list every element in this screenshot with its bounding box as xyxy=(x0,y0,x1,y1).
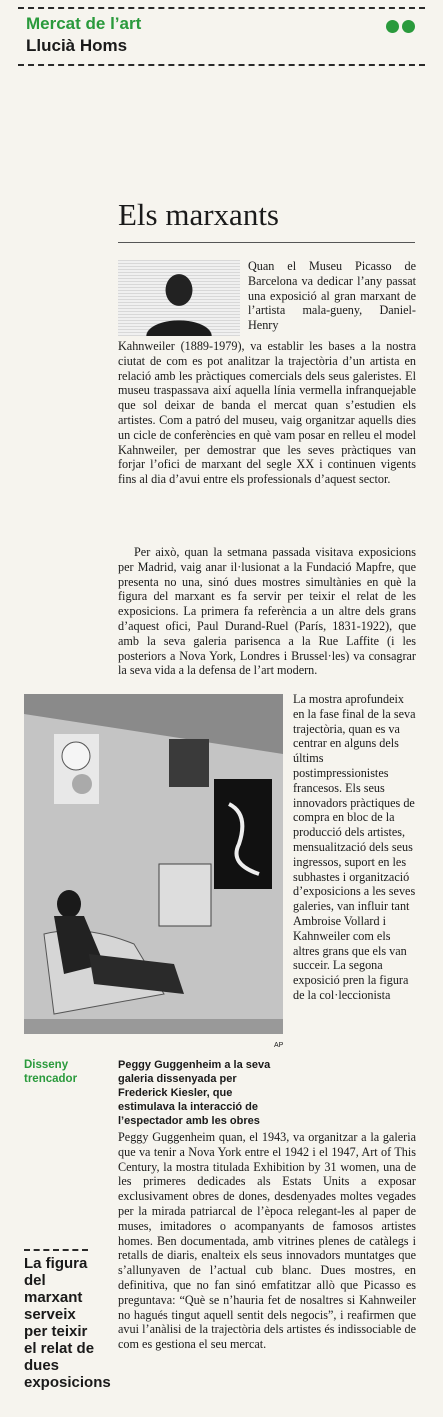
caption-kicker: Disseny trencador xyxy=(24,1059,78,1085)
photo-credit: AP xyxy=(274,1042,284,1049)
body-paragraph-1-cont: Kahnweiler (1889-1979), va establir les bases a la nostra ciutat de com es pot analitzar la trajectòria d’un artista en relació amb les pràctiques comercials dels seus galeristes. El museu traspassava així aquella línia vermella infranquejable que sol deixar de banda el mercat quan s’estudien els artistes. Com a patró del museu, vaig organitzar aquells dies un cicle de conferències en què vam posar en relleu el model Kahnweiler, per demostrar que les seves pràctiques van forjar l’ofici de marxant del segle XX i continuen vigents fins al dia d’avui entre els professionals d’aquest sector. xyxy=(118,339,416,487)
author-portrait xyxy=(118,260,240,336)
author-name: Llucià Homs xyxy=(26,36,128,55)
body-paragraph-2: Per això, quan la setmana passada visitava exposicions per Madrid, vaig anar il·lusionat a la Fundació Mapfre, que presenta no una, sinó dues mostres simultànies en què la figura del marxant es fa servir per teixir el relat de les exposicions. La primera fa referència a un altre dels grans d’aquest ofici, Paul Durand-Ruel (París, 1831-1922), que amb la seva galeria parisenca a la Rue Laffite (i les posteriors a Nova York, Londres i Brussel·les) va consagrar la seva vida a la defensa de l’art modern. xyxy=(118,545,416,678)
gallery-photo xyxy=(24,694,283,1034)
body-paragraph-4: Peggy Guggenheim quan, el 1943, va organitzar a la galeria que va tenir a Nova York entre el 1942 i el 1947, Art of This Century, la mostra titulada Exhibition by 31 women, una de les primeres dedicades als Estats Units a exposar exclusivament obres de dones, desdenyades moltes vegades per la mirada patriarcal de l’època relegant-les al paper de muses, imitadores o acompanyants de famosos artistes homes. Ben documentada, amb vitrines plenes de catàlegs i retalls de diaris, enalteix els seus innovadors muntatges que s’allunyaven de l’actual cub blanc. Dues mostres, en definitiva, que no fan sinó emfatitzar allò que Picasso es preguntava: “Què se n’hauria fet de nosaltres si Kahnweiler no hagués tingut aquell sentit dels negocis”, i reafirmen que avui l’anàlisi de la trajectòria dels artistes és indissociable de com es gestiona el seu mercat. xyxy=(118,1130,416,1352)
header-dashed-rule xyxy=(18,64,425,66)
article-title: Els marxants xyxy=(118,197,279,232)
body-paragraph-1-start: Quan el Museu Picasso de Barcelona va dedicar l’any passat una exposició al gran marxant de l’artista mala-gueny, Daniel-Henry xyxy=(248,259,416,333)
title-rule xyxy=(118,242,415,243)
section-dots-icon xyxy=(383,20,415,38)
section-title: Mercat de l’art xyxy=(26,14,142,33)
pullquote-dashed-rule xyxy=(24,1249,88,1251)
top-dashed-rule xyxy=(18,7,425,9)
body-paragraph-3: La mostra aprofundeix en la fase final de la seva trajectòria, quan es va centrar en alguns dels últims postimpressionistes francesos. Els seus innovadors pràctiques de compra en bloc de la producció dels artistes, mensualització dels seus ingressos, suport en les subhastes i organització d’exposicions a les seves galeries, van influir tant Ambroise Vollard i Kahnweiler com els altres grans que els van succeir. La segona exposició pren la figura de la col·leccionista xyxy=(293,692,416,1002)
photo-caption: Peggy Guggenheim a la seva galeria dissenyada per Frederick Kiesler, que estimulava la interacció de l’espectador amb les obres xyxy=(118,1059,271,1127)
pullquote: La figura del marxant serveix per teixir el relat de dues exposicions xyxy=(24,1255,111,1391)
